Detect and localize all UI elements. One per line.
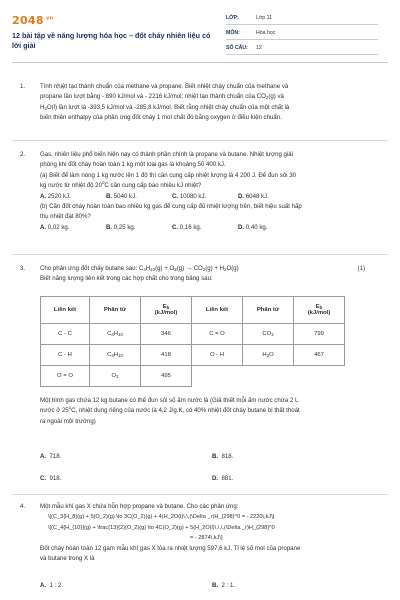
- option-a[interactable]: A. 2520 kJ.: [40, 192, 71, 200]
- option-d[interactable]: D. 881.: [212, 475, 234, 482]
- question-3-options-2: [20, 474, 375, 485]
- option-b[interactable]: B. 0,25 kg.: [106, 223, 136, 231]
- option-a[interactable]: A. 718.: [40, 453, 62, 460]
- option-b[interactable]: B. 2 : 1.: [212, 582, 236, 589]
- option-a[interactable]: A. 1 : 2.: [40, 582, 64, 589]
- option-c[interactable]: C. 10080 kJ.: [172, 192, 207, 200]
- question-divider: [12, 140, 388, 141]
- document-title: 12 bài tập về năng lượng hóa học – đốt cháy nhiên liệu có lời giải: [12, 31, 211, 50]
- question-3: 3. Cho phản ứng đốt cháy butane sau: $C_4H_{10}(g) + O_2(g) \to CO_2(g) + H_2O(g)$ (1) Biết năng lượng liên kết trong các hợp chất cho trong bảng sau:: [20, 264, 375, 285]
- option-c[interactable]: C. 918.: [40, 475, 62, 482]
- equation-1: \[(C_3{H_8}(g) + 5(O_2)(g) \to 3C(O_2)(g) + 4(H_2O(l)\,\,(\Delta _r)H_{298}^0 = - 2220\,kJ\]: [48, 514, 275, 521]
- document-page: $2048^{.vn}$ 12 bài tập về năng lượng hóa học – đốt cháy nhiên liệu có lời giải LỚP: Lớp 11 MÔN: Hóa học SỐ CÂU: 12 1. Tính nhiệt tạo thành chuẩn của methane và propane. Biết nhiệt cháy chuẩn của methane và propane lần lượt bằng - 890 kJ/mol và - 2216 kJ/mol; nhiệt tạo thành chuẩn của $CO_2(g)$ và $H_2O(l)$ lần lượt là -393,5 kJ/mol và -285,8 kJ/mol. Biết rằng nhiệt cháy chuẩn của một chất là biến thiên enthalpy của phản ứng đốt cháy 1 mol chất đó bằng oxygen ở điều kiện chuẩn. 2. Gas, nhiên liệu phổ biến hiện nay có thành phần chính là propane và butane. Nhiệt lượng giải phóng khi đốt cháy hoàn toàn 1 kg một loại gas là khoảng 50 400 kJ. (a) Biết để làm nóng 1 kg nước lên 1 độ thì cần cung cấp nhiệt lượng là 4 200 J. Để đun sôi 30 kg nước từ nhiệt độ 20$^o$C cần cung cấp bao nhiêu kJ nhiệt? A. 2520 kJ. B. 5040 kJ. C. 10080 kJ. D. 6048 kJ. (b) Cần đốt cháy hoàn toàn bao nhiêu kg gas để cung cấp đủ nhiệt lượng trên, biết hiệu suất hấp thụ nhiệt đạt 80%? A. 0,02 kg. B. 0,25 kg. C. 0,16 kg. D. 0,40 kg. 3. Cho phản ứng đốt cháy butane sau: $C_4H_{10}(g) + O_2(g) \to CO_2(g) + H_2O(g)$ (1) Biết năng lượng liên kết trong các hợp chất cho trong bảng sau: Liên kết Phân tử $E_b$ (kJ/mol) Liên kết Phân tử $E_b$ (kJ/mol) C - C $C_4H_{10}$ 346 C = O $CO_2$ 799 C - H $C_4H_{10}$ 418 O - H $H_2O$ 467 O = O $O_2$ 495 Một bình gas chứa 12 kg butane có thể đun sôi số ấm nước là (Giả thiết mỗi ấm nước chứa 2 L nước ở 25$^o$C, nhiệt dung riêng của nước là 4,2 J/g.K, có 40% nhiệt đốt cháy butane bị thất thoát ra ngoài môi trường) A. 718. B. 818. C. 918. D. 881. 4. Một mẫu khí gas X chứa hỗn hợp propane và butane. Cho các phản ứng: \[(C_3{H_8}(g) + 5(O_2)(g) \to 3C(O_2)(g) + 4(H_2O(l)\,\,(\Delta _r)H_{298}^0 = - 2220\,kJ\] \[(C_4{H_{10}}(g) + \frac{13}{2}(O_2)(g) \to 4C(O_2)(g) + 5(H_2O(l)\,\,\,(\Delta _r)H_{298}^0 = - 2874\,kJ\] Đốt cháy hoàn toàn 12 gam mẫu khí gas X tỏa ra nhiệt lượng 597,6 kJ. Tỉ lệ số mol của propane và butane trong X là A. 1 : 2. B. 2 : 1.: [0, 0, 400, 600]
- option-c[interactable]: C. 0,16 kg.: [172, 223, 202, 231]
- table-header-row: Liên kết Phân tử $E_b$ (kJ/mol) Liên kết Phân tử $E_b$ (kJ/mol): [41, 297, 345, 324]
- option-b[interactable]: B. 818.: [212, 453, 234, 460]
- table-row: C - H $C_4H_{10}$ 418 O - H $H_2O$ 467: [41, 345, 345, 366]
- question-3-options: [20, 452, 375, 463]
- question-1: 1. Tính nhiệt tạo thành chuẩn của methane và propane. Biết nhiệt cháy chuẩn của methane và propane lần lượt bằng - 890 kJ/mol và - 2216 kJ/mol; nhiệt tạo thành chuẩn của $CO_2(g)$ và $H_2O(l)$ lần lượt là -393,5 kJ/mol và -285,8 kJ/mol. Biết rằng nhiệt cháy chuẩn của một chất là biến thiên enthalpy của phản ứng đốt cháy 1 mol chất đó bằng oxygen ở điều kiện chuẩn.: [20, 83, 290, 122]
- equation-2-continued: = - 2874\,kJ\]: [190, 535, 223, 542]
- table-row: O = O $O_2$ 495: [41, 366, 345, 387]
- options-part-a: [40, 192, 375, 202]
- question-2: 2. Gas, nhiên liệu phổ biến hiện nay có thành phần chính là propane và butane. Nhiệt lượng giải phóng khi đốt cháy hoàn toàn 1 kg một loại gas là khoảng 50 400 kJ. (a) Biết để làm nóng 1 kg nước lên 1 độ thì cần cung cấp nhiệt lượng là 4 200 J. Để đun sôi 30 kg nước từ nhiệt độ 20$^o$C cần cung cấp bao nhiêu kJ nhiệt? A. 2520 kJ. B. 5040 kJ. C. 10080 kJ. D. 6048 kJ. (b) Cần đốt cháy hoàn toàn bao nhiêu kg gas để cung cấp đủ nhiệt lượng trên, biết hiệu suất hấp thụ nhiệt đạt 80%? A. 0,02 kg. B. 0,25 kg. C. 0,16 kg. D. 0,40 kg.: [20, 150, 375, 233]
- question-divider: [12, 494, 388, 495]
- question-4-options: [20, 581, 375, 592]
- header-divider: [12, 62, 388, 63]
- question-3-continued: Một bình gas chứa 12 kg butane có thể đun sôi số ấm nước là (Giả thiết mỗi ấm nước chứa 2 L nước ở 25$^o$C, nhiệt dung riêng của nước là 4,2 J/g.K, có 40% nhiệt đốt cháy butane bị thất thoát ra ngoài môi trường): [40, 397, 300, 425]
- equation-2: \[(C_4{H_{10}}(g) + \frac{13}{2}(O_2)(g) \to 4C(O_2)(g) + 5(H_2O(l)\,\,\,(\Delta _r)H_{298}^0: [48, 524, 275, 531]
- option-d[interactable]: D. 0,40 kg.: [238, 223, 268, 231]
- reaction-equation: Cho phản ứng đốt cháy butane sau: $C_4H_{10}(g) + O_2(g) \to CO_2(g) + H_2O(g)$: [40, 265, 239, 272]
- options-part-b: [40, 223, 375, 233]
- site-logo[interactable]: $2048^{.vn}$: [12, 14, 54, 27]
- table-row: C - C $C_4H_{10}$ 346 C = O $CO_2$ 799: [41, 324, 345, 345]
- equation-tag: (1): [357, 265, 365, 272]
- option-d[interactable]: D. 6048 kJ.: [238, 192, 269, 200]
- option-b[interactable]: B. 5040 kJ.: [106, 192, 137, 200]
- question-4: 4. Một mẫu khí gas X chứa hỗn hợp propane và butane. Cho các phản ứng: \[(C_3{H_8}(g) + 5(O_2)(g) \to 3C(O_2)(g) + 4(H_2O(l)\,\,(\Delta _r)H_{298}^0 = - 2220\,kJ\] \[(C_4{H_{10}}(g) + \frac{13}{2}(O_2)(g) \to 4C(O_2)(g) + 5(H_2O(l)\,\,\,(\Delta _r)H_{298}^0 = - 2874\,kJ\] Đốt cháy hoàn toàn 12 gam mẫu khí gas X tỏa ra nhiệt lượng 597,6 kJ. Tỉ lệ số mol của propane và butane trong X là: [20, 502, 375, 564]
- option-a[interactable]: A. 0,02 kg.: [40, 223, 70, 231]
- question-divider: [12, 254, 388, 255]
- bond-energy-table: [40, 296, 345, 387]
